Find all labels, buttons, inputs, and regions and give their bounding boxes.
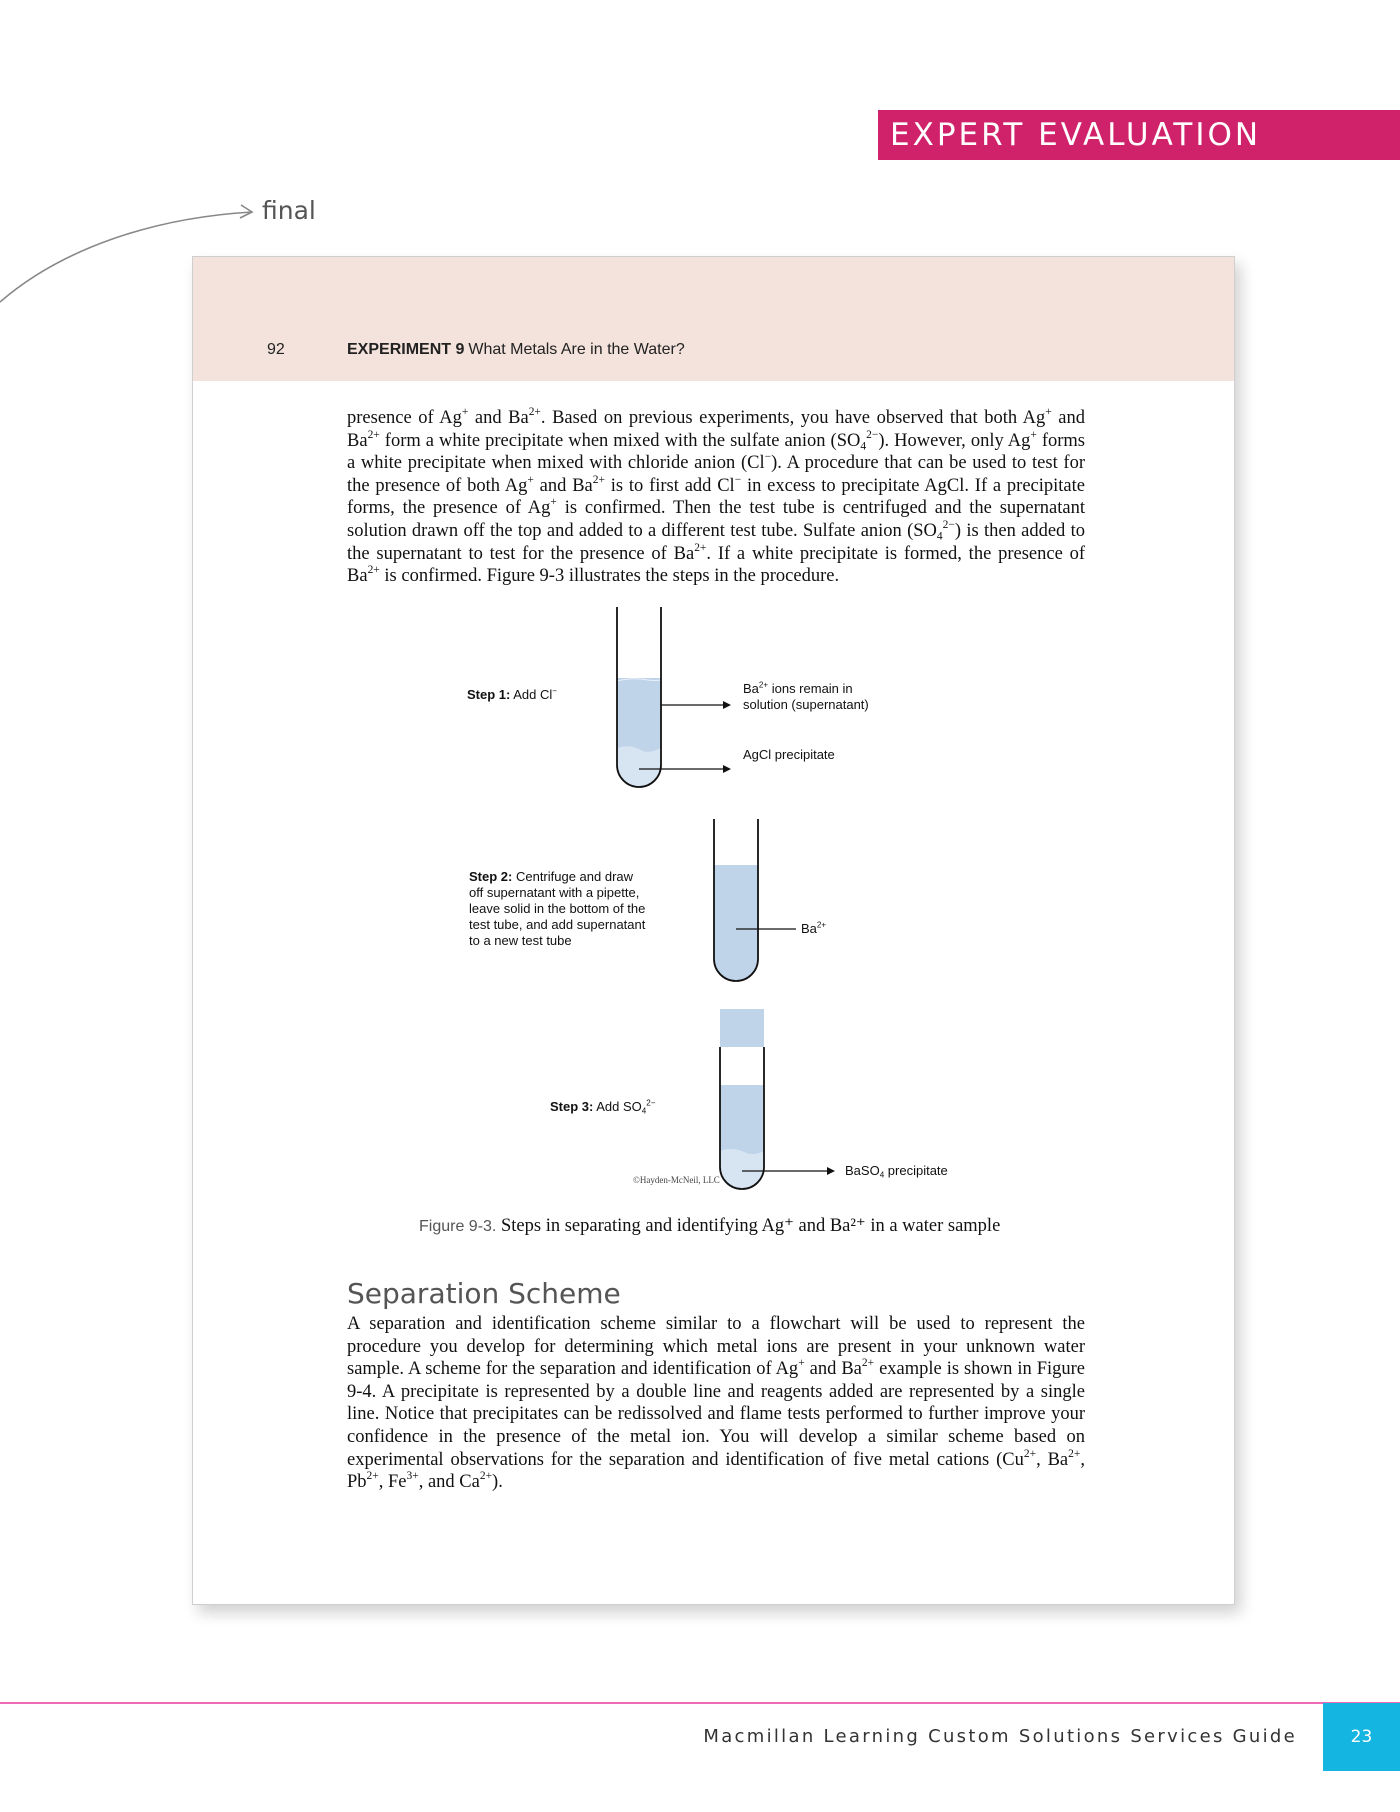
test-tube-step1	[617, 607, 661, 787]
footer-page-number: 23	[1323, 1703, 1400, 1771]
experiment-number: EXPERIMENT 9	[347, 341, 465, 358]
page-header-band	[193, 257, 1234, 381]
test-tube-step2	[714, 819, 758, 981]
figure-credit: ©Hayden-McNeil, LLC	[633, 1175, 720, 1185]
intro-paragraph: presence of Ag+ and $Ba^{2+}$. Based on previous experiments, you have observed that both Ag+ and $Ba^{2+}$ form a white precipitate when mixed with the sulfate anion $(SO_4^{2-})$. However, only Ag+ forms a white precipitate when mixed with chloride anion (Cl−). A procedure that can be used to test for the presence of both Ag+ and $Ba^{2+}$ is to first add Cl− in excess to precipitate AgCl. If a precipitate forms, the presence of Ag+ is confirmed. Then the test tube is centrifuged and the supernatant solution drawn off the top and added to a different test tube. Sulfate anion $(SO_4^{2-})$ is then added to the supernatant to test for the presence of $Ba^{2+}$. If a white precipitate is formed, the presence of $Ba^{2+}$ is confirmed. Figure 9-3 illustrates the steps in the procedure.	[347, 405, 1086, 587]
section-heading: Separation Scheme	[347, 1277, 621, 1310]
step1-callout-supernatant: $Ba^{2+}$ ions remain in solution (supernatant)	[743, 680, 869, 712]
step2-label: Step 2: Centrifuge and draw off supernatant with a pipette, leave solid in the bottom of the test tube, and add supernatant to a new test tube	[469, 869, 646, 948]
footer-guide-title: Macmillan Learning Custom Solutions Services Guide	[703, 1726, 1297, 1747]
step1-callout-precipitate: AgCl precipitate	[743, 747, 835, 762]
expert-evaluation-banner: EXPERT EVALUATION	[878, 110, 1400, 160]
separation-figure	[193, 607, 1236, 1047]
step2-callout-ba: $Ba^{2+}$	[801, 920, 827, 936]
annotation-final-label: final	[262, 196, 316, 225]
separation-scheme-paragraph: A separation and identification scheme similar to a flowchart will be used to represent the procedure you develop for determining which metal ions are present in your unknown water sample. A scheme for the separation and identification of Ag+ and $Ba^{2+}$ example is shown in Figure 9-4. A precipitate is represented by a double line and reagents added are represented by a single line. Notice that precipitates can be redissolved and flame tests performed to further improve your confidence in the presence of the metal ion. You will develop a similar scheme based on experimental observations for the separation and identification of five metal cations ($Cu^{2+}$, $Ba^{2+}$, $Pb^{2+}$, $Fe^{3+}$, and $Ca^{2+}$).	[347, 1314, 1085, 1493]
figure-caption: Figure 9-3. Steps in separating and identifying Ag⁺ and Ba²⁺ in a water sample	[419, 1216, 1001, 1236]
test-tube-step3	[720, 1009, 764, 1047]
textbook-page	[192, 256, 1235, 1605]
page-number: 92	[267, 341, 285, 358]
experiment-title: What Metals Are in the Water?	[468, 341, 685, 358]
step3-label: Step 3: Add $SO_4^{2-}$	[550, 1098, 656, 1116]
step3-callout-precipitate: BaSO$_4$ precipitate	[845, 1163, 948, 1180]
step1-label: Step 1: Add Cl−	[467, 686, 557, 702]
running-head	[347, 341, 685, 359]
footer-rule	[0, 1702, 1400, 1704]
